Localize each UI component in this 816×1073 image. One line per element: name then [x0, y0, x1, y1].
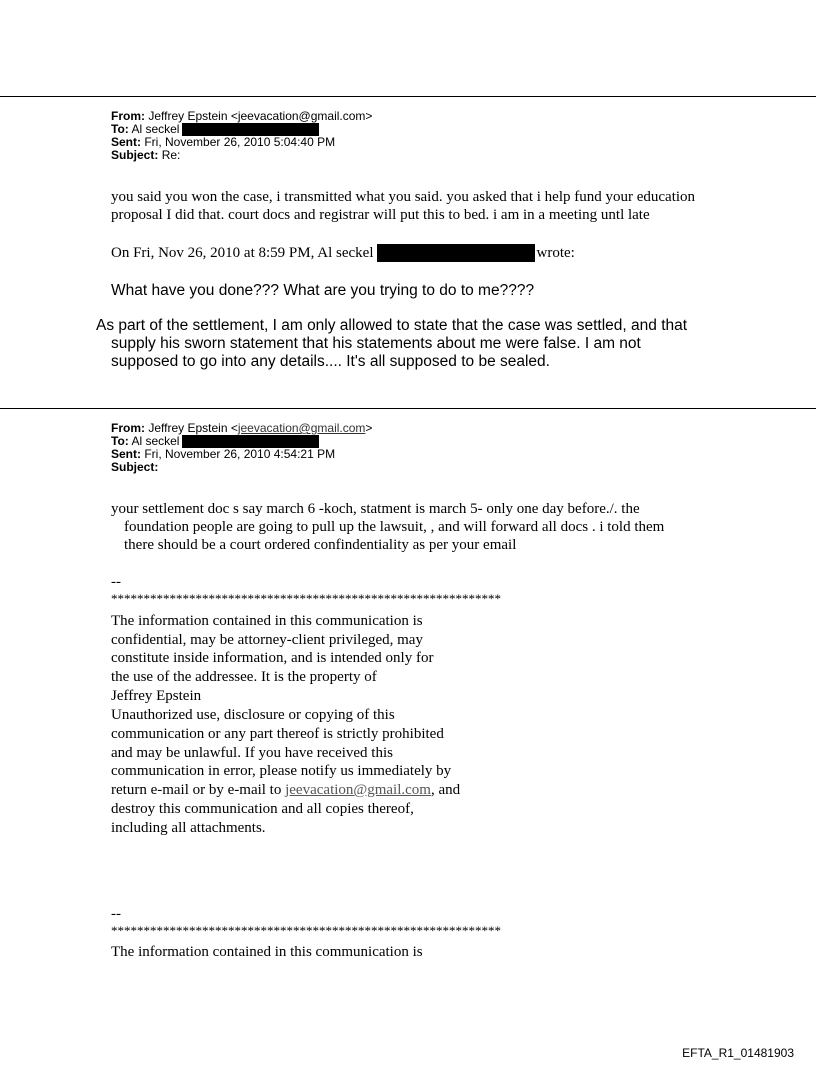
from-label: From:: [111, 109, 145, 123]
quote-intro: [111, 244, 575, 262]
quote-line: What have you done??? What are you trying to do to me????: [111, 282, 535, 299]
disclaimer-line: Jeffrey Epstein: [111, 688, 202, 704]
to-label: To:: [111, 434, 129, 448]
subject-label: Subject:: [111, 460, 159, 474]
from-close: >: [365, 421, 373, 435]
disclaimer-line: The information contained in this communication is: [111, 944, 423, 960]
quote-line: As part of the settlement, I am only allowed to state that the case was settled, and that: [96, 317, 688, 334]
to-label: To:: [111, 122, 129, 136]
top-divider: [0, 96, 816, 97]
subject-row: [111, 461, 372, 474]
email-link[interactable]: jeevacation@gmail.com: [285, 782, 431, 798]
subject-value: Re:: [161, 148, 181, 162]
subject-row: [111, 149, 372, 162]
signature-stars: ************************************************************: [111, 591, 501, 606]
disclaimer-line: constitute inside information, and is intended only for: [111, 650, 434, 666]
from-email-link[interactable]: jeevacation@gmail.com: [237, 421, 366, 435]
sent-label: Sent:: [111, 447, 141, 461]
to-value: Al seckel: [131, 434, 180, 448]
sent-value: Fri, November 26, 2010 5:04:40 PM: [144, 135, 336, 149]
disclaimer-line: [111, 781, 460, 800]
quote-line: supply his sworn statement that his statements about me were false. I am not: [111, 335, 641, 352]
disclaimer-line: Unauthorized use, disclosure or copying of this: [111, 707, 395, 723]
email2-body-line: your settlement doc s say march 6 -koch, statment is march 5- only one day before./. the: [111, 501, 640, 517]
email1-body-line: proposal I did that. court docs and registrar will put this to bed. i am in a meeting untl late: [111, 207, 650, 223]
disclaimer-line: confidential, may be attorney-client privileged, may: [111, 632, 423, 648]
email2-header: [111, 422, 372, 474]
disclaimer-text: , and: [430, 782, 461, 798]
to-value: Al seckel: [131, 122, 180, 136]
quote-intro-text: On Fri, Nov 26, 2010 at 8:59 PM, Al seckel: [111, 245, 374, 261]
quote-line: supposed to go into any details.... It's all supposed to be sealed.: [111, 353, 550, 370]
subject-label: Subject:: [111, 148, 159, 162]
signature-dashes: --: [111, 574, 121, 590]
email1-body-line: you said you won the case, i transmitted what you said. you asked that i help fund your education: [111, 189, 696, 205]
disclaimer-text: return e-mail or by e-mail to: [111, 782, 286, 798]
email1-header: [111, 110, 372, 162]
disclaimer-line: communication in error, please notify us immediately by: [111, 763, 452, 779]
sent-label: Sent:: [111, 135, 141, 149]
signature-stars: ************************************************************: [111, 923, 501, 938]
disclaimer-line: the use of the addressee. It is the property of: [111, 669, 377, 685]
disclaimer-line: destroy this communication and all copies thereof,: [111, 801, 414, 817]
middle-divider: [0, 408, 816, 409]
email2-body-line: foundation people are going to pull up the lawsuit, , and will forward all docs . i told them: [124, 519, 665, 535]
from-value: Jeffrey Epstein <jeevacation@gmail.com>: [148, 109, 373, 123]
disclaimer-line: The information contained in this communication is: [111, 613, 423, 629]
redaction-block: [377, 244, 535, 262]
disclaimer-line: including all attachments.: [111, 820, 266, 836]
disclaimer-line: communication or any part thereof is strictly prohibited: [111, 726, 444, 742]
document-id: EFTA_R1_01481903: [682, 1046, 794, 1060]
signature-dashes: --: [111, 906, 121, 922]
disclaimer-line: and may be unlawful. If you have received this: [111, 745, 393, 761]
from-label: From:: [111, 421, 145, 435]
quote-intro-wrote: wrote:: [536, 245, 575, 261]
email2-body-line: there should be a court ordered confindentiality as per your email: [124, 537, 517, 553]
sent-value: Fri, November 26, 2010 4:54:21 PM: [144, 447, 336, 461]
from-name: Jeffrey Epstein <: [148, 421, 238, 435]
